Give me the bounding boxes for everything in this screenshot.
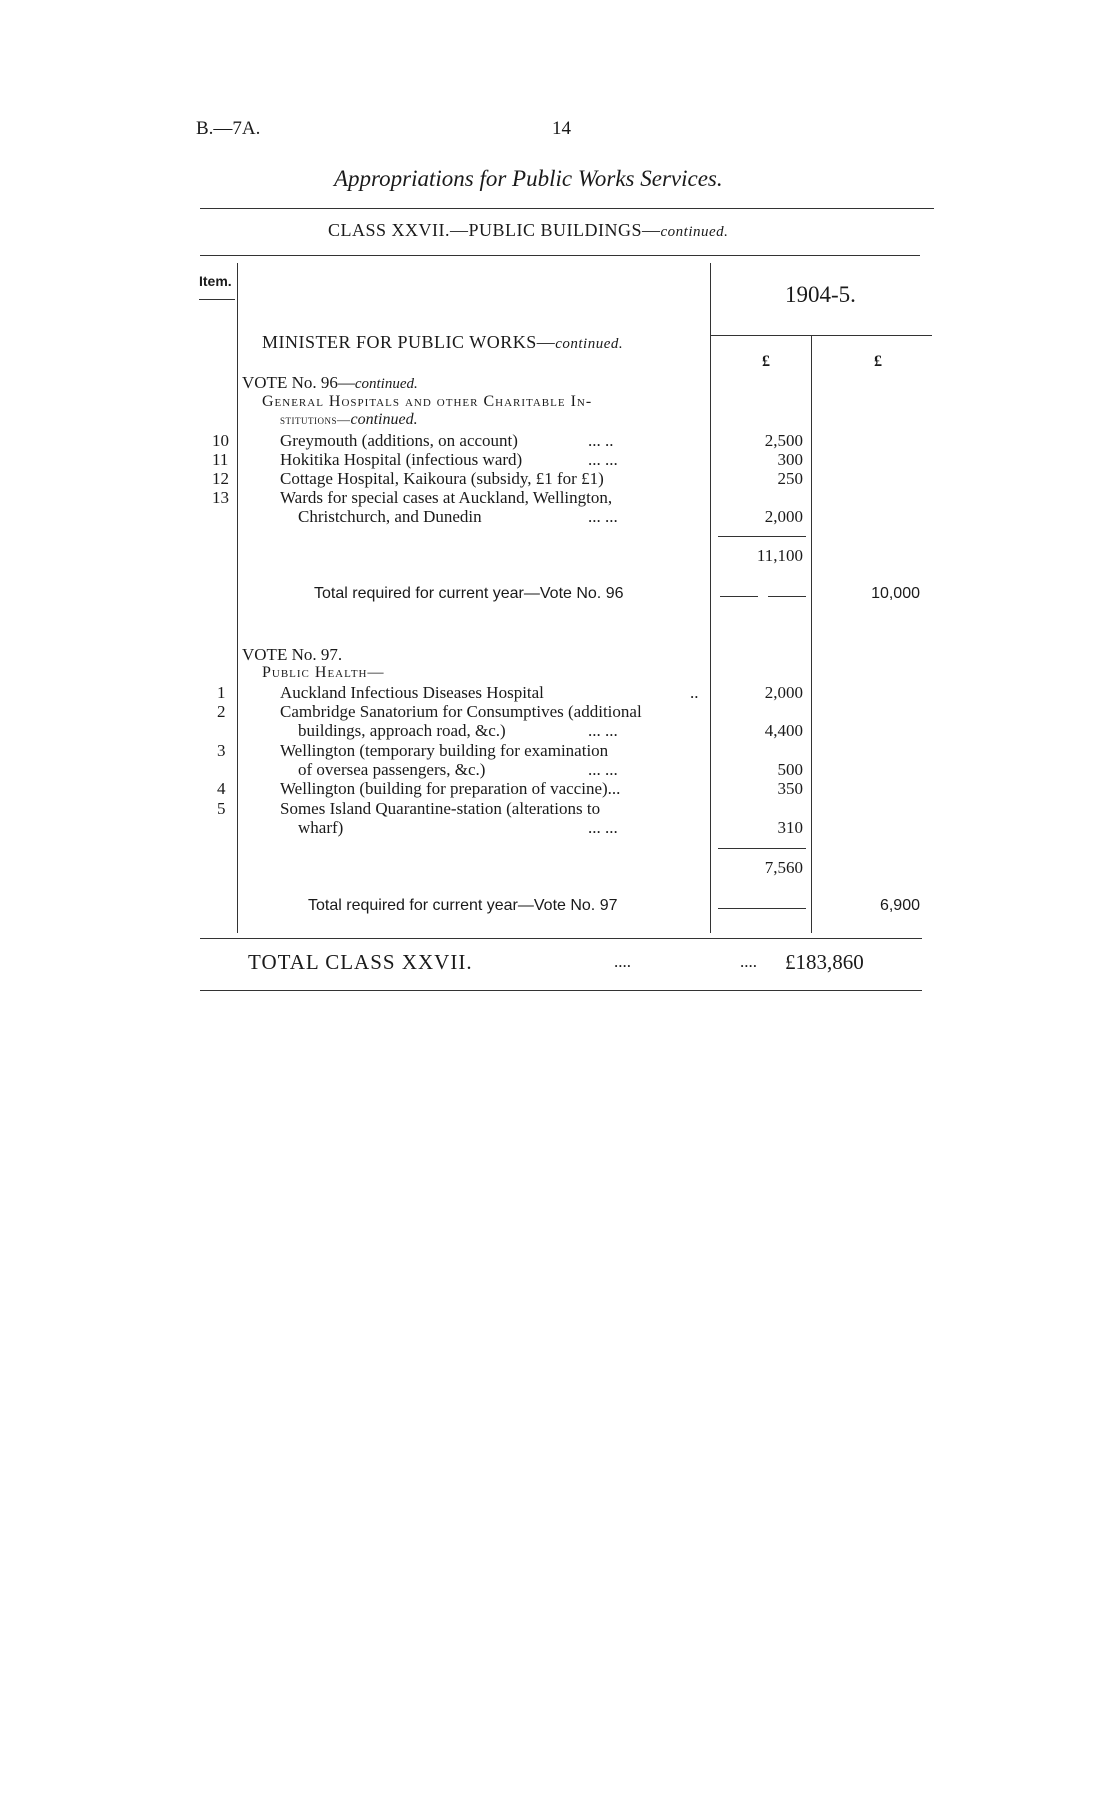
table-top-rule [200,255,920,256]
grand-total-dots-1: .... [614,952,631,971]
vote97-subheading: Public Health— [262,664,385,681]
vote97-row-3-amount: 500 [777,760,803,779]
vote96-row-11-dots: ... ... [588,450,618,469]
grand-total-bottom-rule [200,990,922,991]
vote96-heading-main: VOTE No. 96— [242,373,355,392]
item-header-underline [199,299,235,300]
vote96-row-11-item: 11 [212,450,229,469]
vote97-total-label: Total required for current year—Vote No. 97 [308,897,618,914]
vote96-subheading-line2-cont: continued. [350,411,418,428]
vote97-row-3-desc: Wellington (temporary building for examination [280,741,609,760]
vote96-row-10-dots: ... .. [588,431,614,450]
vote96-total: 10,000 [871,585,920,602]
vote96-total-dash-2 [768,596,806,597]
vote97-row-5-amount: 310 [777,818,803,837]
vote97-subtotal-rule [718,848,806,849]
vote97-row-5-desc-line2: wharf) [298,818,344,837]
amount-column-rule [811,336,812,933]
vote96-row-10-desc: Greymouth (additions, on account) [280,431,518,450]
grand-total-dots-2: .... [740,952,757,971]
vote97-row-3-desc-line2: of oversea passengers, &c.) [298,760,486,779]
vote96-row-10-amount: 2,500 [764,431,803,450]
vote97-row-2-desc: Cambridge Sanatorium for Consumptives (additional [280,702,642,721]
vote97-row-5-dots: ... ... [588,818,618,837]
grand-total-amount: £183,860 [785,950,864,974]
vote97-row-1-amount: 2,000 [764,683,803,702]
vote96-row-10-item: 10 [212,431,229,450]
vote96-row-13-desc-line2: Christchurch, and Dunedin [298,507,482,526]
vote97-heading: VOTE No. 97. [242,645,343,664]
vote97-row-4-item: 4 [217,779,226,798]
vote96-row-13-item: 13 [212,488,229,507]
vote96-subheading-line1: General Hospitals and other Charitable In- [262,393,593,410]
page-title: Appropriations for Public Works Services. [334,166,723,191]
title-rule [200,208,934,209]
vote96-subtotal-rule [718,536,806,537]
vote97-row-1-item: 1 [217,683,226,702]
currency-col1-header: £ [762,353,770,370]
vote97-subtotal: 7,560 [764,858,803,877]
vote96-row-13-desc: Wards for special cases at Auckland, Wellington, [280,488,613,507]
vote97-row-3-dots: ... ... [588,760,618,779]
desc-column-rule [710,263,711,933]
vote96-row-13-amount: 2,000 [764,507,803,526]
vote96-row-11-desc: Hokitika Hospital (infectious ward) [280,450,523,469]
document-reference: B.—7A. [196,118,261,139]
vote97-row-4-amount: 350 [777,779,803,798]
grand-total-top-rule [200,938,922,939]
vote97-row-2-amount: 4,400 [764,721,803,740]
grand-total-label: TOTAL CLASS XXVII. [248,950,473,974]
vote96-subheading-line2-main: stitutions— [280,412,351,427]
vote96-total-dash-1 [720,596,758,597]
vote96-heading-cont: continued. [354,376,418,392]
vote96-row-11-amount: 300 [777,450,803,469]
vote97-row-4-desc: Wellington (building for preparation of vaccine)... [280,779,621,798]
vote96-row-12-desc: Cottage Hospital, Kaikoura (subsidy, £1 for £1) [280,469,604,488]
item-column-header: Item. [199,273,232,289]
vote96-row-12-item: 12 [212,469,229,488]
vote96-row-13-dots: ... ... [588,507,618,526]
minister-heading-main: MINISTER FOR PUBLIC WORKS— [262,332,556,352]
vote97-row-1-dots: .. [690,683,699,702]
year-header-rule [710,335,932,336]
currency-col2-header: £ [874,353,882,370]
vote96-heading [242,373,418,393]
vote96-row-12-amount: 250 [777,469,803,488]
class-heading-cont: continued. [660,224,729,240]
year-header: 1904-5. [785,282,856,307]
minister-heading-cont: continued. [555,336,624,352]
page-number: 14 [552,118,571,139]
vote97-row-1-desc: Auckland Infectious Diseases Hospital [280,683,544,702]
minister-heading [262,332,623,353]
vote96-subheading-line2 [280,411,418,429]
vote96-subtotal: 11,100 [756,546,803,565]
vote97-row-3-item: 3 [217,741,226,760]
vote97-row-2-item: 2 [217,702,226,721]
vote97-total: 6,900 [879,897,920,914]
class-heading-main: CLASS XXVII.—PUBLIC BUILDINGS— [328,220,661,240]
vote97-row-5-desc: Somes Island Quarantine-station (alterations to [280,799,601,818]
vote97-row-5-item: 5 [217,799,226,818]
vote97-row-2-desc-line2: buildings, approach road, &c.) [298,721,506,740]
class-heading [328,220,728,241]
item-column-rule [237,263,238,933]
vote96-total-label: Total required for current year—Vote No. 96 [314,585,624,602]
vote97-total-rule [718,908,806,909]
vote97-row-2-dots: ... ... [588,721,618,740]
